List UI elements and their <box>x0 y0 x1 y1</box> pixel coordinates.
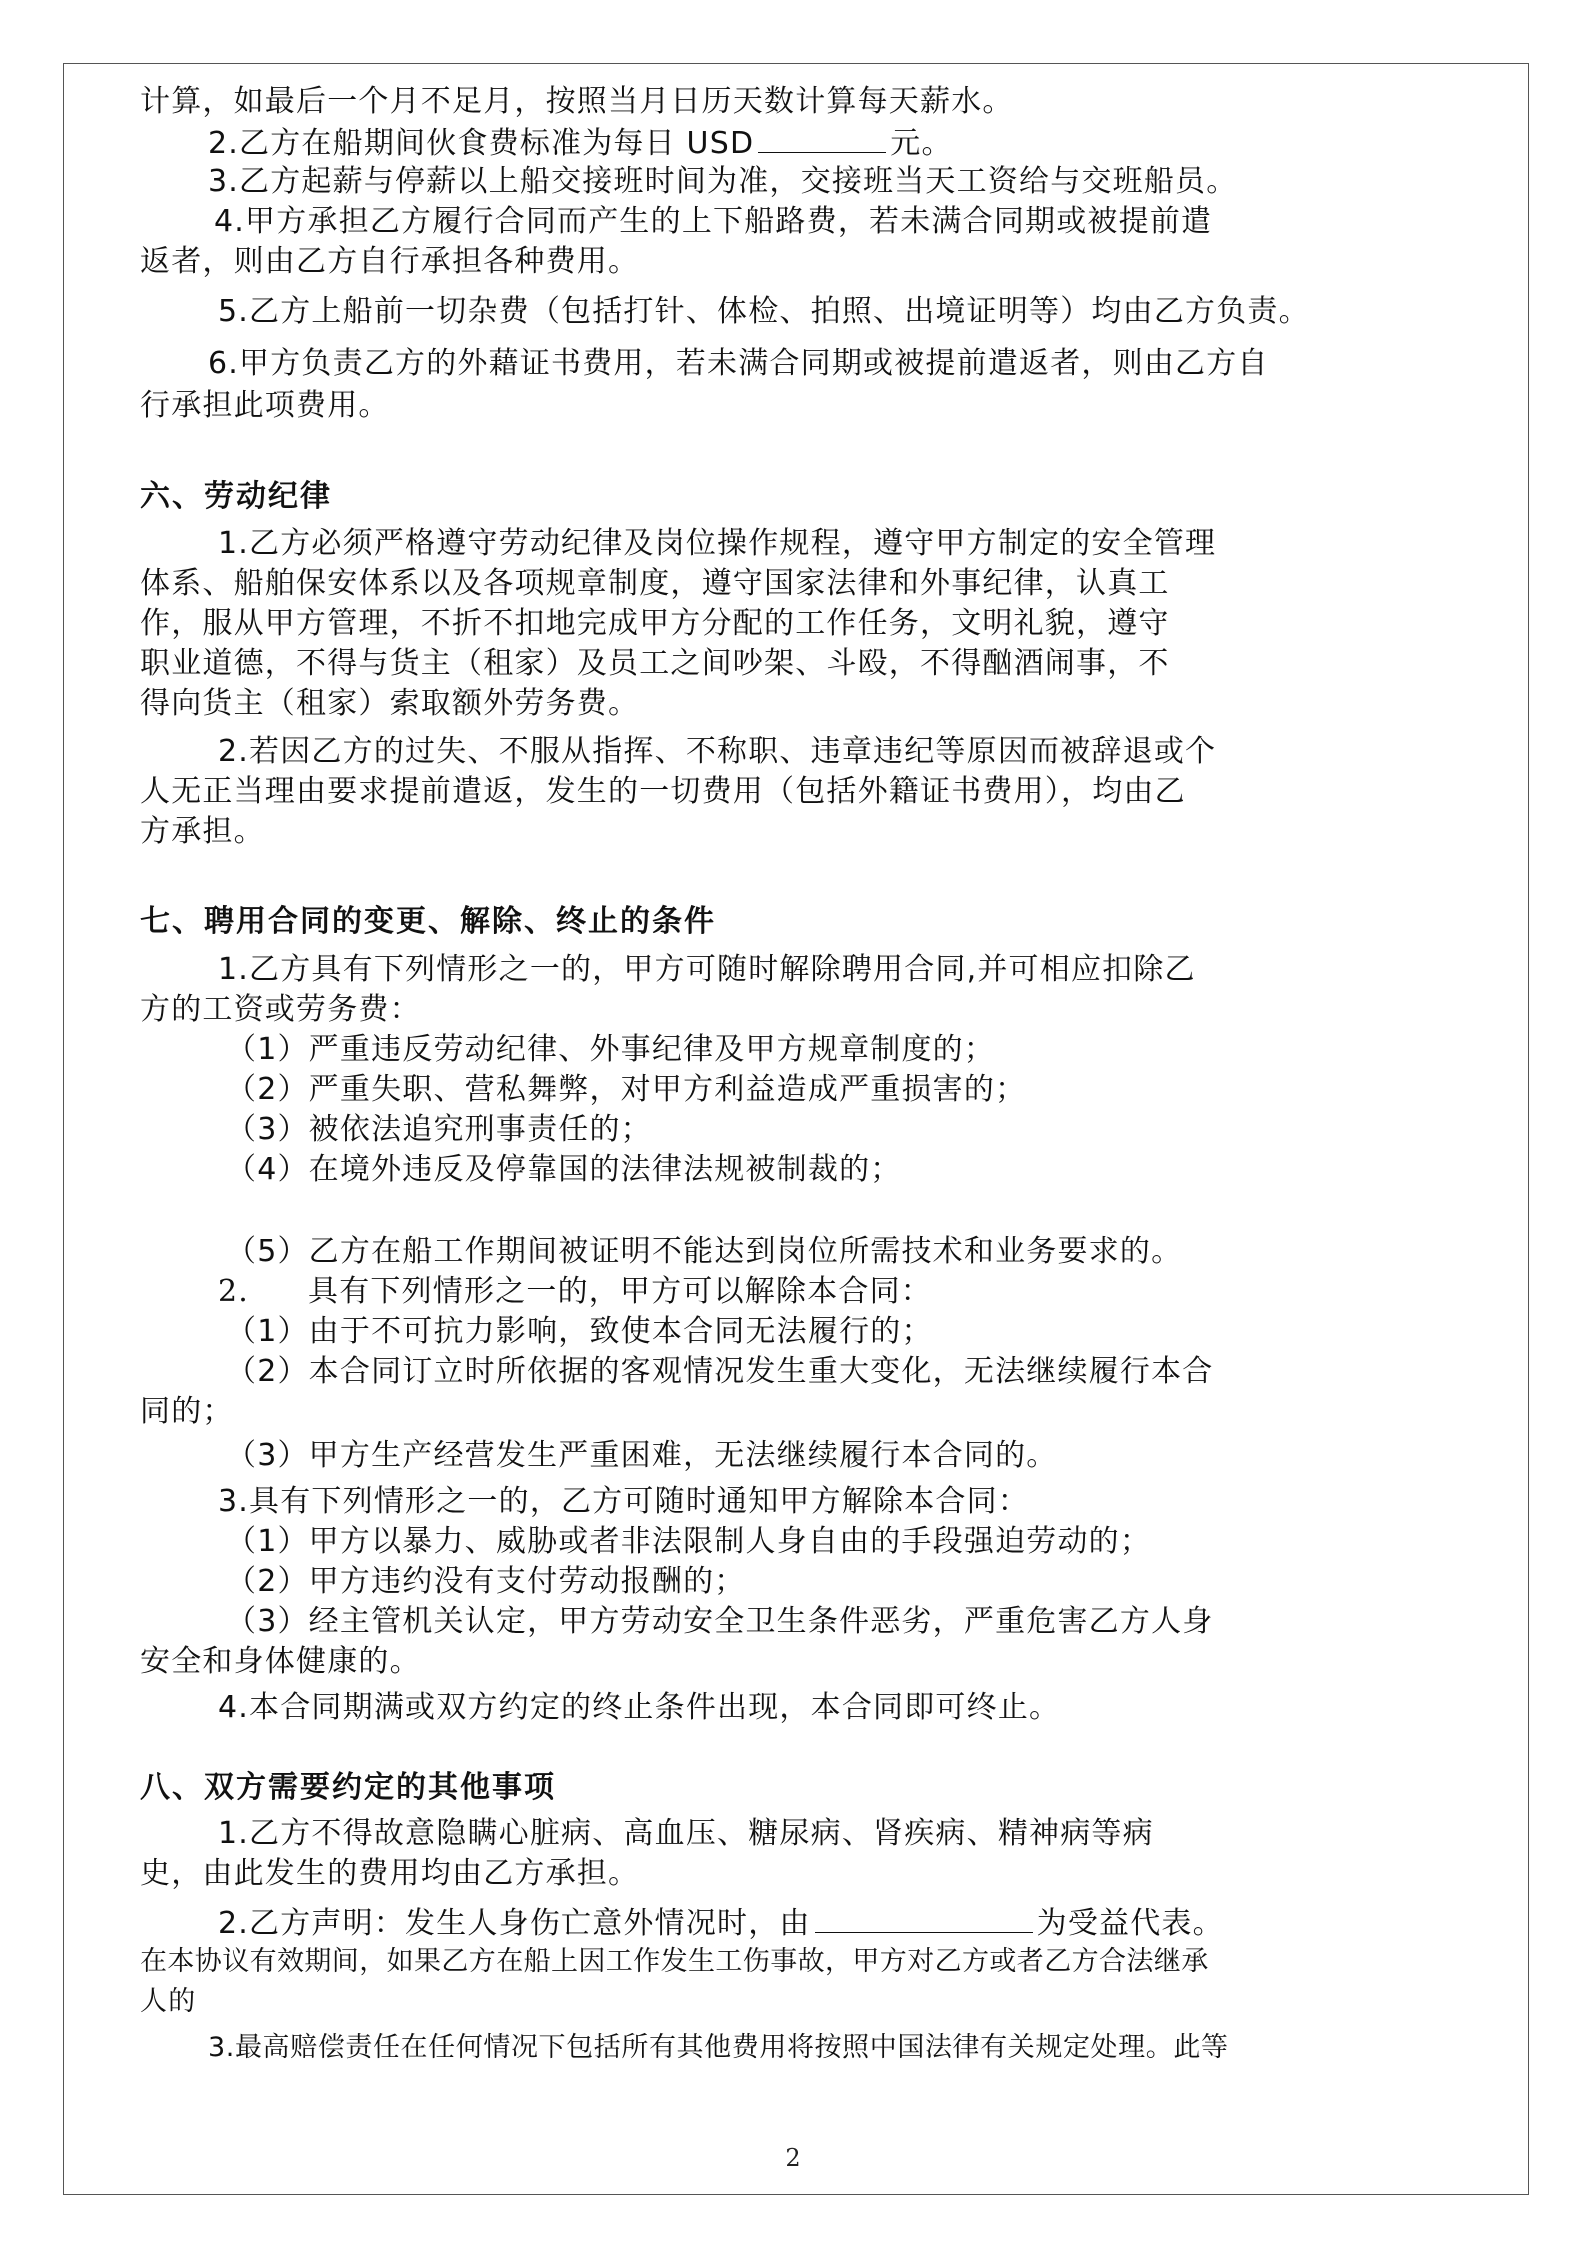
text-line: 人无正当理由要求提前遣返，发生的一切费用（包括外籍证书费用），均由乙 <box>140 774 1186 809</box>
beneficiary-blank <box>815 1902 1033 1933</box>
text-line: 6.甲方负责乙方的外藉证书费用，若未满合同期或被提前遣返者，则由乙方自 <box>208 346 1269 381</box>
line-text: 2.乙方声明：发生人身伤亡意外情况时，由 <box>218 1906 811 1941</box>
text-line: 2.若因乙方的过失、不服从指挥、不称职、违章违纪等原因而被辞退或个 <box>218 734 1217 769</box>
text-line: 具有下列情形之一的，甲方可以解除本合同： <box>308 1274 932 1309</box>
text-line: 方承担。 <box>140 814 265 849</box>
text-line: （2）甲方违约没有支付劳动报酬的； <box>226 1564 746 1599</box>
text-line: （3）被依法追究刑事责任的； <box>226 1112 652 1147</box>
item-number: 2. <box>218 1274 250 1309</box>
line-text: 元。 <box>890 126 953 161</box>
text-line: 体系、船舶保安体系以及各项规章制度，遵守国家法律和外事纪律，认真工 <box>140 566 1170 601</box>
text-line: （3）经主管机关认定，甲方劳动安全卫生条件恶劣，严重危害乙方人身 <box>226 1604 1214 1639</box>
text-line: （1）严重违反劳动纪律、外事纪律及甲方规章制度的； <box>226 1032 996 1067</box>
text-line: （2）严重失职、营私舞弊，对甲方利益造成严重损害的； <box>226 1072 1027 1107</box>
text-line-with-blank <box>208 122 953 162</box>
text-line: 4.本合同期满或双方约定的终止条件出现，本合同即可终止。 <box>218 1690 1061 1725</box>
section-heading-7: 七、聘用合同的变更、解除、终止的条件 <box>140 904 716 939</box>
text-line: 3.最高赔偿责任在任何情况下包括所有其他费用将按照中国法律有关规定处理。此等 <box>208 2032 1229 2063</box>
text-line: 3.乙方起薪与停薪以上船交接班时间为准，交接班当天工资给与交班船员。 <box>208 164 1238 199</box>
text-line: 得向货主（租家）索取额外劳务费。 <box>140 686 640 721</box>
text-line: 同的； <box>140 1394 234 1429</box>
text-line: 在本协议有效期间，如果乙方在船上因工作发生工伤事故，甲方对乙方或者乙方合法继承 <box>140 1946 1209 1977</box>
usd-amount-blank <box>758 122 886 153</box>
text-line: 人的 <box>140 1986 197 2017</box>
text-line: （4）在境外违反及停靠国的法律法规被制裁的； <box>226 1152 902 1187</box>
text-line: 1.乙方具有下列情形之一的，甲方可随时解除聘用合同,并可相应扣除乙 <box>218 952 1196 987</box>
text-line: （3）甲方生产经营发生严重困难，无法继续履行本合同的。 <box>226 1438 1058 1473</box>
text-line: 4.甲方承担乙方履行合同而产生的上下船路费，若未满合同期或被提前遣 <box>214 204 1213 239</box>
text-line: 史，由此发生的费用均由乙方承担。 <box>140 1856 640 1891</box>
text-line: （2）本合同订立时所依据的客观情况发生重大变化，无法继续履行本合 <box>226 1354 1214 1389</box>
text-line: （1）甲方以暴力、威胁或者非法限制人身自由的手段强迫劳动的； <box>226 1524 1152 1559</box>
page-number: 2 <box>785 2144 801 2172</box>
text-line: （1）由于不可抗力影响，致使本合同无法履行的； <box>226 1314 933 1349</box>
text-line: 返者，则由乙方自行承担各种费用。 <box>140 244 640 279</box>
text-line: 安全和身体健康的。 <box>140 1644 421 1679</box>
text-line: 3.具有下列情形之一的，乙方可随时通知甲方解除本合同： <box>218 1484 1030 1519</box>
line-text: 为受益代表。 <box>1036 1906 1224 1941</box>
section-heading-6: 六、劳动纪律 <box>140 479 332 514</box>
text-line: 行承担此项费用。 <box>140 388 390 423</box>
text-line: （5）乙方在船工作期间被证明不能达到岗位所需技术和业务要求的。 <box>226 1234 1183 1269</box>
text-line: 方的工资或劳务费： <box>140 992 421 1027</box>
text-line: 1.乙方不得故意隐瞒心脏病、高血压、糖尿病、肾疾病、精神病等病 <box>218 1816 1154 1851</box>
text-line: 职业道德，不得与货主（租家）及员工之间吵架、斗殴，不得酗酒闹事，不 <box>140 646 1170 681</box>
section-heading-8: 八、双方需要约定的其他事项 <box>140 1770 556 1805</box>
text-line-with-blank <box>218 1902 1224 1942</box>
line-text: 2.乙方在船期间伙食费标准为每日 USD <box>208 126 755 161</box>
text-line: 计算，如最后一个月不足月，按照当月日历天数计算每天薪水。 <box>140 84 1014 119</box>
text-line: 1.乙方必须严格遵守劳动纪律及岗位操作规程，遵守甲方制定的安全管理 <box>218 526 1217 561</box>
text-line: 5.乙方上船前一切杂费（包括打针、体检、拍照、出境证明等）均由乙方负责。 <box>218 294 1310 329</box>
text-line: 作，服从甲方管理，不折不扣地完成甲方分配的工作任务，文明礼貌，遵守 <box>140 606 1170 641</box>
